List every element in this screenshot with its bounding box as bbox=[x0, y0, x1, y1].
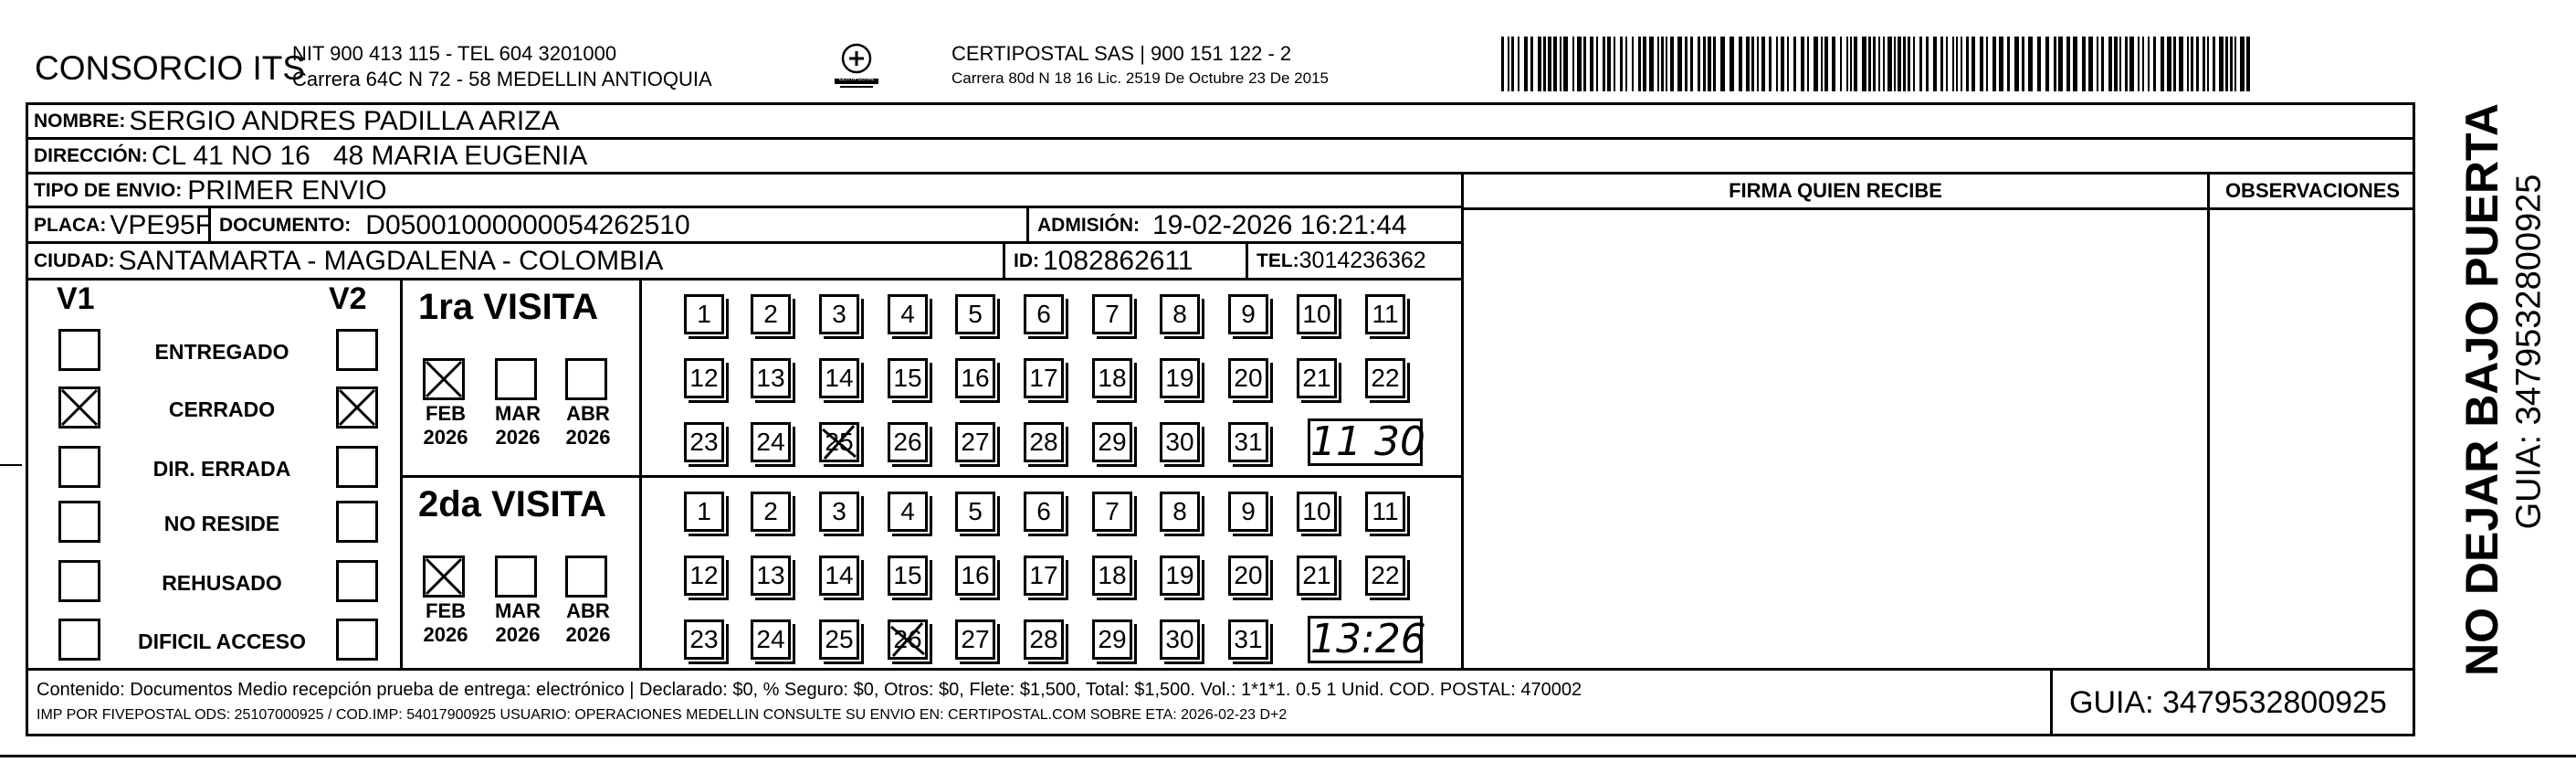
visit2-day-box[interactable]: 16 bbox=[955, 556, 995, 596]
visit1-time-box[interactable]: 11 30 bbox=[1308, 418, 1423, 466]
documento-label: DOCUMENTO: bbox=[219, 214, 352, 236]
side-guia: GUIA: 3479532800925 bbox=[2509, 174, 2549, 530]
visit1-day-box[interactable]: 15 bbox=[888, 358, 928, 398]
v1-checkbox[interactable] bbox=[58, 446, 100, 488]
visit1-day-box[interactable]: 13 bbox=[751, 358, 791, 398]
visit2-month-checkbox[interactable] bbox=[495, 556, 537, 598]
visit1-day-box[interactable]: 14 bbox=[819, 358, 859, 398]
left-tick-mark bbox=[0, 464, 22, 466]
v1-header: V1 bbox=[57, 281, 95, 316]
footer-line-1: Contenido: Documentos Medio recepción prueba de entrega: electrónico | Declarado: $0, % Seguro: $0, Otros: $0, Flete: $1,500, Total: $1,500. Vol.: 1*1*1. 0.5 1 Unid. COD. POSTAL: 470002 bbox=[37, 680, 1582, 700]
visit2-day-box[interactable]: 21 bbox=[1297, 556, 1337, 596]
status-option-label: DIR. ERRADA bbox=[152, 457, 291, 481]
status-option-label: REHUSADO bbox=[162, 571, 282, 595]
visit1-day-box[interactable]: 27 bbox=[955, 422, 995, 462]
footer-line-2: IMP POR FIVEPOSTAL ODS: 25107000925 / COD.IMP: 54017900925 USUARIO: OPERACIONES MEDELLIN CONSULTE SU ENVIO EN: CERTIPOSTAL.COM SOBRE ETA: 2026-02-23 D+2 bbox=[37, 707, 1288, 723]
footer-guia: GUIA: 3479532800925 bbox=[2069, 685, 2387, 720]
v1-checkbox[interactable] bbox=[58, 560, 100, 602]
certipostal-logo: CERTIPOSTAL bbox=[829, 38, 884, 93]
admision-cell bbox=[1032, 208, 1407, 242]
v2-checkbox[interactable] bbox=[336, 501, 378, 543]
visit2-day-box[interactable]: 6 bbox=[1024, 492, 1064, 532]
v2-checkbox[interactable] bbox=[336, 446, 378, 488]
v2-checkbox[interactable] bbox=[336, 386, 378, 429]
visit1-day-box[interactable]: 9 bbox=[1228, 294, 1268, 334]
direccion-row bbox=[28, 140, 587, 172]
visit1-day-box[interactable]: 4 bbox=[888, 294, 928, 334]
visit2-day-box[interactable]: 5 bbox=[955, 492, 995, 532]
visit1-month-checkbox[interactable] bbox=[495, 358, 537, 400]
visit1-day-box[interactable]: 12 bbox=[684, 358, 724, 398]
side-warning: NO DEJAR BAJO PUERTA bbox=[2456, 103, 2508, 676]
id-cell bbox=[1008, 244, 1193, 278]
v1-checkbox[interactable] bbox=[58, 386, 100, 429]
v1-checkbox[interactable] bbox=[58, 501, 100, 543]
visit2-day-box[interactable]: 27 bbox=[955, 619, 995, 660]
visit2-day-box[interactable]: 19 bbox=[1160, 556, 1200, 596]
visit1-day-box[interactable]: 16 bbox=[955, 358, 995, 398]
handwritten-cross-mark bbox=[888, 619, 928, 660]
visit2-day-box[interactable]: 2 bbox=[751, 492, 791, 532]
ciudad-value: SANTAMARTA - MAGDALENA - COLOMBIA bbox=[118, 245, 664, 276]
v2-checkbox[interactable] bbox=[336, 560, 378, 602]
id-label: ID: bbox=[1014, 249, 1039, 271]
status-option-label: NO RESIDE bbox=[163, 512, 280, 535]
documento-value: D05001000000054262510 bbox=[365, 209, 690, 240]
visit2-day-box[interactable]: 13 bbox=[751, 556, 791, 596]
admision-label: ADMISIÓN: bbox=[1037, 214, 1140, 236]
company-name: CONSORCIO ITS bbox=[35, 49, 306, 87]
company-info-line-2: Carrera 64C N 72 - 58 MEDELLIN ANTIOQUIA bbox=[292, 68, 712, 90]
visit1-day-box[interactable]: 10 bbox=[1297, 294, 1337, 334]
tipo-envio-label: TIPO DE ENVIO: bbox=[34, 179, 183, 201]
visit1-month-checkbox[interactable] bbox=[423, 358, 465, 400]
visit1-day-box[interactable]: 19 bbox=[1160, 358, 1200, 398]
visit2-day-box[interactable]: 3 bbox=[819, 492, 859, 532]
id-value: 1082862611 bbox=[1043, 245, 1193, 276]
placa-cell bbox=[28, 208, 212, 242]
visit1-day-box[interactable]: 11 bbox=[1365, 294, 1405, 334]
visit1-day-box[interactable]: 21 bbox=[1297, 358, 1337, 398]
visit2-title: 2da VISITA bbox=[418, 484, 606, 524]
visit2-day-box[interactable]: 11 bbox=[1365, 492, 1405, 532]
v1-checkbox[interactable] bbox=[58, 329, 100, 371]
visit2-day-box[interactable]: 17 bbox=[1024, 556, 1064, 596]
tel-label: TEL: bbox=[1256, 249, 1299, 271]
ciudad-cell bbox=[28, 244, 663, 278]
documento-cell bbox=[214, 208, 690, 242]
visit2-day-box[interactable]: 24 bbox=[751, 619, 791, 660]
tipo-envio-value: PRIMER ENVIO bbox=[187, 175, 387, 206]
observaciones-header: OBSERVACIONES bbox=[2224, 179, 2401, 202]
visit1-day-box[interactable]: 30 bbox=[1160, 422, 1200, 462]
placa-label: PLACA: bbox=[34, 214, 107, 236]
visit2-day-box[interactable]: 10 bbox=[1297, 492, 1337, 532]
visit2-day-box[interactable]: 4 bbox=[888, 492, 928, 532]
visit1-month-label: MAR 2026 bbox=[494, 402, 541, 449]
visit2-day-box[interactable]: 9 bbox=[1228, 492, 1268, 532]
visit2-time-box[interactable]: 13:26 bbox=[1308, 616, 1423, 663]
v2-header: V2 bbox=[329, 281, 367, 316]
visit1-month-label: FEB 2026 bbox=[423, 402, 468, 449]
visit2-month-label: MAR 2026 bbox=[494, 599, 541, 646]
visit1-day-box[interactable]: 2 bbox=[751, 294, 791, 334]
courier-info-line-1: CERTIPOSTAL SAS | 900 151 122 - 2 bbox=[952, 42, 1292, 65]
nombre-row bbox=[28, 105, 560, 137]
direccion-label: DIRECCIÓN: bbox=[34, 144, 148, 166]
visit1-day-box[interactable]: 26 bbox=[888, 422, 928, 462]
firma-header: FIRMA QUIEN RECIBE bbox=[1729, 179, 1942, 202]
visit1-day-box[interactable]: 25 bbox=[819, 422, 859, 462]
visit1-day-box[interactable]: 1 bbox=[684, 294, 724, 334]
visit2-day-box[interactable]: 28 bbox=[1024, 619, 1064, 660]
visit1-day-box[interactable]: 20 bbox=[1228, 358, 1268, 398]
visit1-day-box[interactable]: 8 bbox=[1160, 294, 1200, 334]
visit1-title: 1ra VISITA bbox=[418, 287, 599, 327]
visit1-day-box[interactable]: 31 bbox=[1228, 422, 1268, 462]
visit1-day-box[interactable]: 24 bbox=[751, 422, 791, 462]
admision-value: 19-02-2026 16:21:44 bbox=[1152, 209, 1407, 240]
visit1-month-checkbox[interactable] bbox=[565, 358, 607, 400]
visit2-day-box[interactable]: 23 bbox=[684, 619, 724, 660]
visit2-day-box[interactable]: 26 bbox=[888, 619, 928, 660]
tel-cell bbox=[1251, 244, 1426, 278]
visit2-day-box[interactable]: 14 bbox=[819, 556, 859, 596]
v2-checkbox[interactable] bbox=[336, 619, 378, 661]
visit2-day-box[interactable]: 15 bbox=[888, 556, 928, 596]
tipo-envio-row bbox=[28, 175, 387, 206]
visit2-day-box[interactable]: 30 bbox=[1160, 619, 1200, 660]
visit2-month-checkbox[interactable] bbox=[423, 556, 465, 598]
visit2-day-box[interactable]: 29 bbox=[1092, 619, 1132, 660]
visit2-month-checkbox[interactable] bbox=[565, 556, 607, 598]
v1-checkbox[interactable] bbox=[58, 619, 100, 661]
visit2-day-box[interactable]: 22 bbox=[1365, 556, 1405, 596]
status-option-label: CERRADO bbox=[168, 397, 276, 421]
visit2-day-box[interactable]: 20 bbox=[1228, 556, 1268, 596]
visit2-day-box[interactable]: 7 bbox=[1092, 492, 1132, 532]
visit1-day-box[interactable]: 3 bbox=[819, 294, 859, 334]
visit1-day-box[interactable]: 22 bbox=[1365, 358, 1405, 398]
ciudad-label: CIUDAD: bbox=[34, 249, 115, 271]
status-option-label: DIFICIL ACCESO bbox=[137, 630, 306, 653]
company-info-line-1: NIT 900 413 115 - TEL 604 3201000 bbox=[292, 42, 617, 65]
placa-value: VPE95F bbox=[110, 209, 213, 240]
status-option-label: ENTREGADO bbox=[154, 340, 289, 364]
courier-info-line-2: Carrera 80d N 18 16 Lic. 2519 De Octubre 23 De 2015 bbox=[952, 69, 1329, 87]
visit1-day-box[interactable]: 6 bbox=[1024, 294, 1064, 334]
nombre-value: SERGIO ANDRES PADILLA ARIZA bbox=[129, 105, 560, 136]
visit1-day-box[interactable]: 5 bbox=[955, 294, 995, 334]
barcode bbox=[1501, 37, 2259, 91]
v2-checkbox[interactable] bbox=[336, 329, 378, 371]
tel-value: 3014236362 bbox=[1299, 248, 1426, 273]
visit1-day-box[interactable]: 17 bbox=[1024, 358, 1064, 398]
visit1-day-box[interactable]: 7 bbox=[1092, 294, 1132, 334]
visit2-day-box[interactable]: 31 bbox=[1228, 619, 1268, 660]
handwritten-cross-mark bbox=[819, 422, 859, 462]
visit1-day-box[interactable]: 18 bbox=[1092, 358, 1132, 398]
visit2-day-box[interactable]: 1 bbox=[684, 492, 724, 532]
nombre-label: NOMBRE: bbox=[34, 110, 126, 132]
visit1-day-box[interactable]: 28 bbox=[1024, 422, 1064, 462]
visit2-day-box[interactable]: 12 bbox=[684, 556, 724, 596]
visit2-day-box[interactable]: 8 bbox=[1160, 492, 1200, 532]
visit2-month-label: ABR 2026 bbox=[565, 599, 611, 646]
visit2-day-box[interactable]: 18 bbox=[1092, 556, 1132, 596]
visit2-day-box[interactable]: 25 bbox=[819, 619, 859, 660]
direccion-value: CL 41 NO 16 48 MARIA EUGENIA bbox=[151, 140, 588, 171]
page-bottom-rule bbox=[0, 755, 2576, 757]
visit1-day-box[interactable]: 29 bbox=[1092, 422, 1132, 462]
visit1-month-label: ABR 2026 bbox=[565, 402, 611, 449]
visit1-day-box[interactable]: 23 bbox=[684, 422, 724, 462]
visit2-month-label: FEB 2026 bbox=[423, 599, 468, 646]
